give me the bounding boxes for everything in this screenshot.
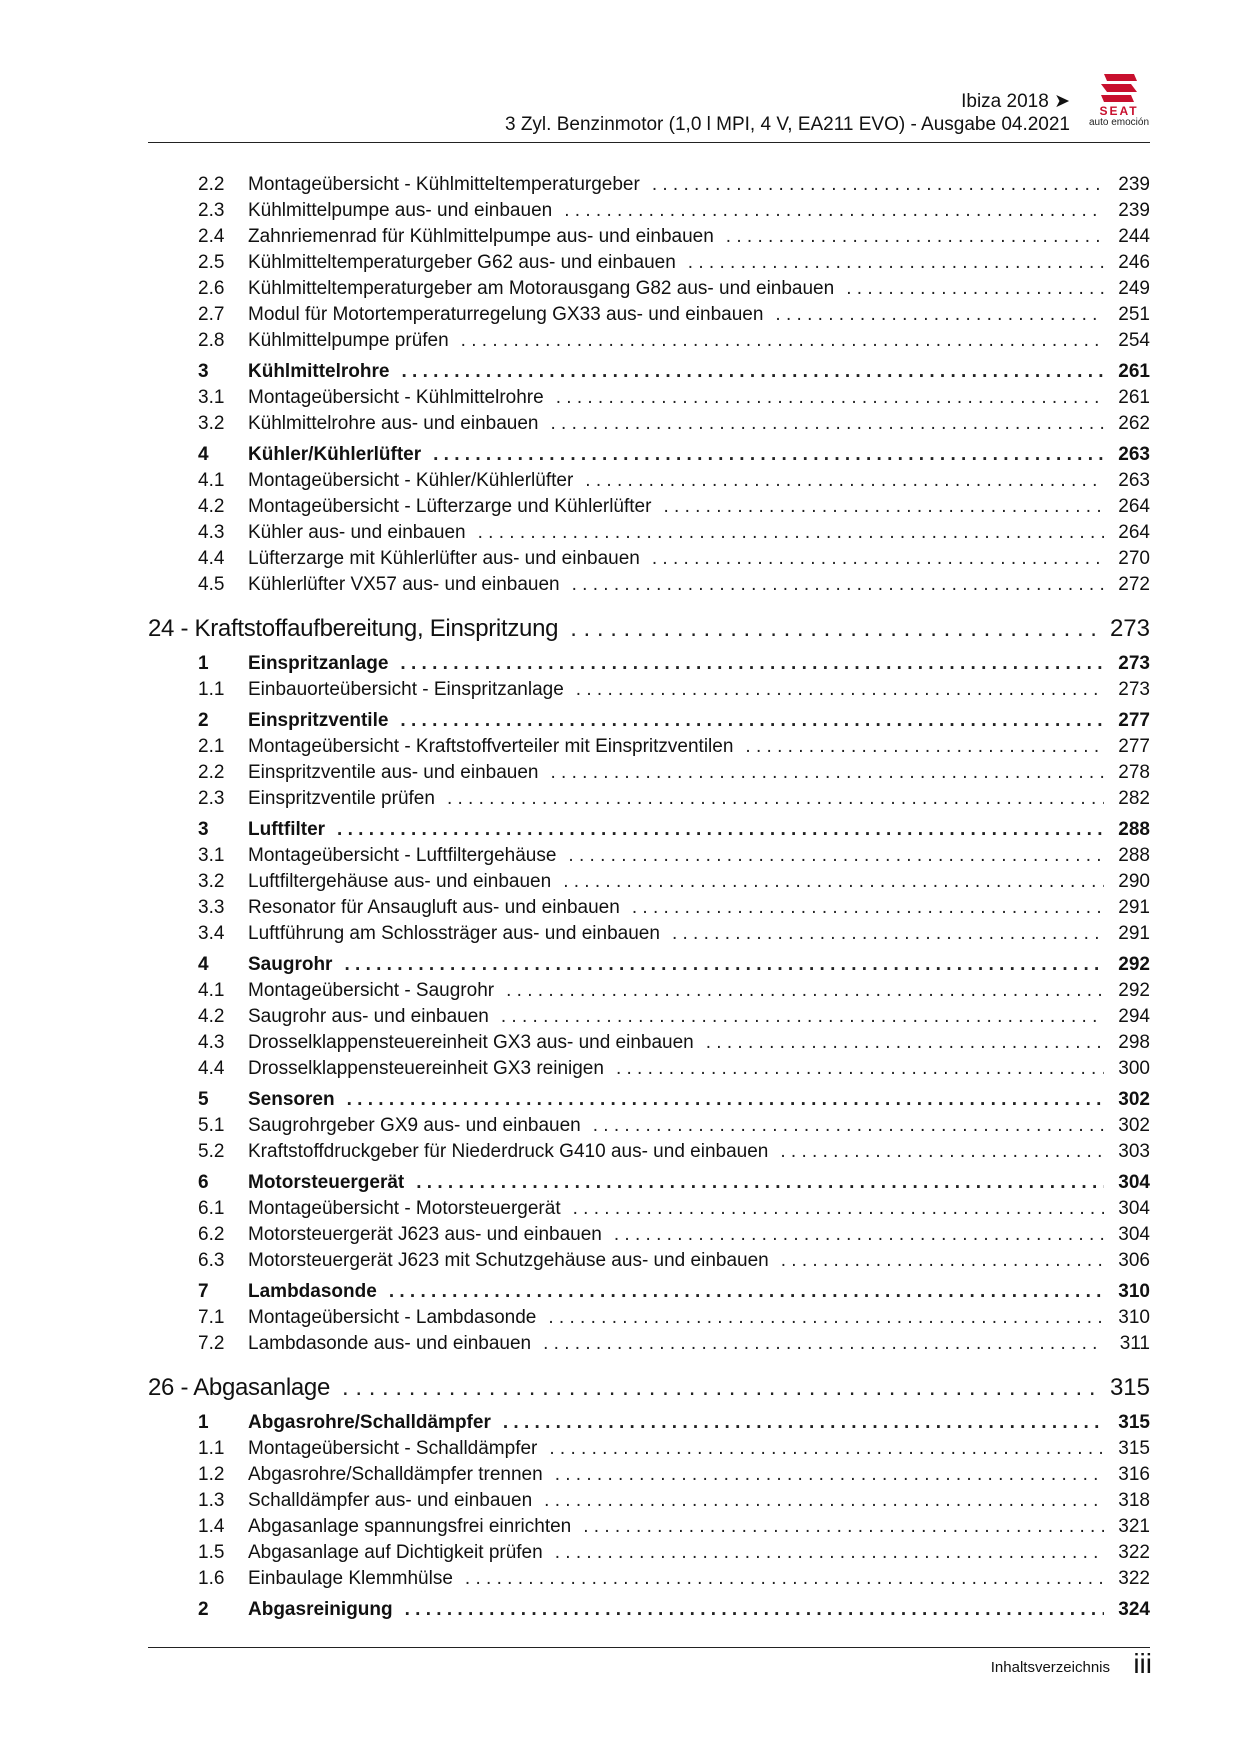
dot-leader xyxy=(573,1196,1104,1222)
toc-entry-page: 272 xyxy=(1118,574,1150,595)
toc-entry[interactable] xyxy=(148,786,1150,812)
toc-entry-page: 278 xyxy=(1118,762,1150,783)
header-engine: 3 Zyl. Benzinmotor (1,0 l MPI, 4 V, EA211 EVO) - Ausgabe 04.2021 xyxy=(504,114,1070,135)
toc-entry-title: Kühlmittelpumpe aus- und einbauen xyxy=(248,200,553,221)
toc-section[interactable] xyxy=(148,708,1150,734)
dot-leader xyxy=(688,250,1104,276)
toc-entry-title: Abgasrohre/Schalldämpfer xyxy=(248,1412,491,1433)
toc-section[interactable] xyxy=(148,1597,1150,1623)
toc-entry-title: Montageübersicht - Luftfiltergehäuse xyxy=(248,845,557,866)
toc-entry-title: Abgasanlage spannungsfrei einrichten xyxy=(248,1516,572,1537)
toc-entry[interactable] xyxy=(148,1540,1150,1566)
toc-entry-number: 3 xyxy=(198,819,209,840)
page-header xyxy=(505,90,1070,136)
toc-entry[interactable] xyxy=(148,1462,1150,1488)
toc-entry-page: 310 xyxy=(1118,1281,1150,1302)
toc-entry[interactable] xyxy=(148,1196,1150,1222)
toc-entry-page: 304 xyxy=(1118,1198,1150,1219)
dot-leader xyxy=(461,328,1104,354)
toc-entry-title: Montageübersicht - Kühlmitteltemperaturgeber xyxy=(248,174,640,195)
dot-leader xyxy=(781,1248,1104,1274)
toc-entry[interactable] xyxy=(148,1056,1150,1082)
toc-entry-page: 311 xyxy=(1119,1333,1150,1354)
dot-leader xyxy=(726,224,1104,250)
toc-entry-page: 282 xyxy=(1118,788,1150,809)
toc-entry-title: 26 - Abgasanlage xyxy=(148,1374,331,1401)
dot-leader xyxy=(544,1488,1104,1514)
toc-entry-page: 251 xyxy=(1118,304,1150,325)
toc-entry-page: 262 xyxy=(1118,413,1150,434)
toc-section[interactable] xyxy=(148,952,1150,978)
dot-leader xyxy=(663,494,1104,520)
toc-entry-title: Drosselklappensteuereinheit GX3 reinigen xyxy=(248,1058,604,1079)
dot-leader xyxy=(400,651,1104,677)
toc-entry-title: 24 - Kraftstoffaufbereitung, Einspritzung xyxy=(148,615,559,642)
toc-entry-page: 310 xyxy=(1118,1307,1150,1328)
toc-section[interactable] xyxy=(148,817,1150,843)
toc-entry[interactable] xyxy=(148,468,1150,494)
toc-entry-title: Montageübersicht - Kraftstoffverteiler mit Einspritzventilen xyxy=(248,736,734,757)
toc-entry-number: 2 xyxy=(198,1599,209,1620)
dot-leader xyxy=(632,895,1104,921)
footer-divider xyxy=(148,1647,1150,1648)
toc-entry[interactable] xyxy=(148,869,1150,895)
dot-leader xyxy=(564,198,1104,224)
toc-entry[interactable] xyxy=(148,895,1150,921)
toc-entry-number: 2.8 xyxy=(198,330,225,351)
dot-leader xyxy=(616,1056,1104,1082)
dot-leader xyxy=(400,708,1104,734)
toc-entry-title: Kraftstoffdruckgeber für Niederdruck G410 aus- und einbauen xyxy=(248,1141,769,1162)
toc-entry[interactable] xyxy=(148,385,1150,411)
toc-entry-title: Luftfilter xyxy=(248,819,326,840)
header-divider xyxy=(148,142,1150,143)
toc-entry-number: 6 xyxy=(198,1172,209,1193)
toc-entry-page: 302 xyxy=(1118,1115,1150,1136)
dot-leader xyxy=(672,921,1104,947)
toc-entry-number: 2.1 xyxy=(198,736,225,757)
toc-entry[interactable] xyxy=(148,734,1150,760)
toc-entry-title: Motorsteuergerät J623 mit Schutzgehäuse aus- und einbauen xyxy=(248,1250,769,1271)
toc-entry-title: Montageübersicht - Lambdasonde xyxy=(248,1307,537,1328)
toc-entry-page: 264 xyxy=(1118,522,1150,543)
toc-entry-number: 2 xyxy=(198,710,209,731)
toc-entry-page: 273 xyxy=(1109,615,1150,642)
toc-entry-page: 321 xyxy=(1118,1516,1150,1537)
toc-entry-number: 6.3 xyxy=(198,1250,225,1271)
toc-entry-page: 315 xyxy=(1118,1412,1150,1433)
toc-entry-page: 273 xyxy=(1118,653,1150,674)
toc-entry-number: 4.5 xyxy=(198,574,225,595)
toc-entry[interactable] xyxy=(148,1113,1150,1139)
toc-entry-title: Luftführung am Schlossträger aus- und einbauen xyxy=(248,923,660,944)
toc-entry[interactable] xyxy=(148,276,1150,302)
dot-leader xyxy=(465,1566,1104,1592)
toc-entry-page: 288 xyxy=(1118,819,1150,840)
toc-entry[interactable] xyxy=(148,1305,1150,1331)
dot-leader xyxy=(706,1030,1104,1056)
toc-entry-number: 2.2 xyxy=(198,174,225,195)
toc-entry-page: 316 xyxy=(1118,1464,1150,1485)
toc-entry-page: 270 xyxy=(1118,548,1150,569)
toc-section[interactable] xyxy=(148,442,1150,468)
dot-leader xyxy=(501,1004,1104,1030)
toc-entry-title: Saugrohrgeber GX9 aus- und einbauen xyxy=(248,1115,581,1136)
toc-entry-title: Resonator für Ansaugluft aus- und einbauen xyxy=(248,897,620,918)
toc-entry-page: 322 xyxy=(1118,1568,1150,1589)
toc-entry-number: 3.2 xyxy=(198,871,225,892)
toc-entry-number: 4.2 xyxy=(198,496,225,517)
toc-entry[interactable] xyxy=(148,224,1150,250)
toc-entry[interactable] xyxy=(148,1488,1150,1514)
toc-entry-title: Montageübersicht - Lüfterzarge und Kühlerlüfter xyxy=(248,496,652,517)
toc-entry-number: 1.3 xyxy=(198,1490,225,1511)
dot-leader xyxy=(570,612,1098,646)
toc-entry[interactable] xyxy=(148,302,1150,328)
toc-entry-page: 300 xyxy=(1118,1058,1150,1079)
toc-entry-title: Einbauorteübersicht - Einspritzanlage xyxy=(248,679,564,700)
dot-leader xyxy=(568,843,1104,869)
toc-entry-page: 298 xyxy=(1118,1032,1150,1053)
toc-entry-title: Abgasanlage auf Dichtigkeit prüfen xyxy=(248,1542,543,1563)
toc-entry-title: Motorsteuergerät J623 aus- und einbauen xyxy=(248,1224,602,1245)
toc-entry-number: 2.5 xyxy=(198,252,225,273)
toc-entry-number: 2.7 xyxy=(198,304,225,325)
toc-entry-page: 244 xyxy=(1118,226,1150,247)
toc-entry-number: 3.4 xyxy=(198,923,225,944)
toc-entry-title: Montageübersicht - Kühlmittelrohre xyxy=(248,387,544,408)
toc-entry[interactable] xyxy=(148,172,1150,198)
toc-entry-page: 263 xyxy=(1118,470,1150,491)
toc-entry[interactable] xyxy=(148,198,1150,224)
dot-leader xyxy=(543,1331,1104,1357)
toc-entry-page: 315 xyxy=(1118,1438,1150,1459)
footer-label: Inhaltsverzeichnis xyxy=(990,1659,1110,1676)
toc-entry-number: 4 xyxy=(198,954,209,975)
toc-chapter[interactable] xyxy=(148,1371,1150,1405)
logo-tagline: auto emoción xyxy=(1088,117,1150,128)
toc-entry-title: Abgasrohre/Schalldämpfer trennen xyxy=(248,1464,543,1485)
toc-entry-page: 291 xyxy=(1118,897,1150,918)
toc-entry[interactable] xyxy=(148,1566,1150,1592)
toc-entry-title: Abgasreinigung xyxy=(248,1599,393,1620)
toc-entry[interactable] xyxy=(148,411,1150,437)
toc-entry-page: 264 xyxy=(1118,496,1150,517)
toc-entry-number: 3.3 xyxy=(198,897,225,918)
toc-section[interactable] xyxy=(148,1279,1150,1305)
toc-entry-page: 261 xyxy=(1118,387,1150,408)
toc-entry-number: 7.1 xyxy=(198,1307,225,1328)
toc-section[interactable] xyxy=(148,651,1150,677)
toc-section[interactable] xyxy=(148,359,1150,385)
toc-entry[interactable] xyxy=(148,978,1150,1004)
toc-entry-title: Montageübersicht - Schalldämpfer xyxy=(248,1438,538,1459)
seat-logo xyxy=(1088,72,1150,132)
dot-leader xyxy=(344,952,1104,978)
toc-section[interactable] xyxy=(148,1087,1150,1113)
dot-leader xyxy=(585,468,1104,494)
dot-leader xyxy=(550,760,1104,786)
toc-entry-title: Lüfterzarge mit Kühlerlüfter aus- und einbauen xyxy=(248,548,640,569)
toc-entry-number: 1.1 xyxy=(198,679,225,700)
toc-entry[interactable] xyxy=(148,572,1150,598)
toc-entry[interactable] xyxy=(148,1436,1150,1462)
dot-leader xyxy=(478,520,1104,546)
dot-leader xyxy=(555,1462,1104,1488)
dot-leader xyxy=(405,1597,1104,1623)
toc-entry-title: Einspritzventile aus- und einbauen xyxy=(248,762,539,783)
toc-entry-page: 263 xyxy=(1118,444,1150,465)
dot-leader xyxy=(337,817,1104,843)
toc-entry-number: 4.3 xyxy=(198,1032,225,1053)
dot-leader xyxy=(563,869,1104,895)
toc-entry[interactable] xyxy=(148,328,1150,354)
toc-entry-title: Saugrohr xyxy=(248,954,333,975)
dot-leader xyxy=(401,359,1104,385)
dot-leader xyxy=(593,1113,1104,1139)
toc-entry-page: 277 xyxy=(1118,736,1150,757)
toc-entry[interactable] xyxy=(148,1248,1150,1274)
toc-entry-page: 324 xyxy=(1118,1599,1150,1620)
toc-entry-title: Kühlmittelrohre aus- und einbauen xyxy=(248,413,539,434)
toc-entry-title: Luftfiltergehäuse aus- und einbauen xyxy=(248,871,552,892)
toc-entry-number: 5.1 xyxy=(198,1115,225,1136)
toc-entry-page: 303 xyxy=(1118,1141,1150,1162)
toc-entry-page: 290 xyxy=(1118,871,1150,892)
toc-entry-title: Saugrohr aus- und einbauen xyxy=(248,1006,489,1027)
toc-entry-title: Einbaulage Klemmhülse xyxy=(248,1568,453,1589)
toc-entry-number: 2.4 xyxy=(198,226,225,247)
toc-entry-number: 4.1 xyxy=(198,470,225,491)
toc-entry-page: 239 xyxy=(1118,174,1150,195)
toc-chapter[interactable] xyxy=(148,612,1150,646)
toc-entry-title: Kühler aus- und einbauen xyxy=(248,522,466,543)
toc-entry-number: 1.6 xyxy=(198,1568,225,1589)
toc-entry-number: 1.1 xyxy=(198,1438,225,1459)
toc-entry-number: 6.1 xyxy=(198,1198,225,1219)
header-model: Ibiza 2018 ➤ xyxy=(961,91,1070,112)
toc-entry[interactable] xyxy=(148,677,1150,703)
toc-entry-number: 7 xyxy=(198,1281,209,1302)
toc-entry-title: Einspritzanlage xyxy=(248,653,389,674)
toc-entry-number: 1 xyxy=(198,1412,209,1433)
logo-brand: SEAT xyxy=(1099,104,1139,118)
toc-entry-number: 3.1 xyxy=(198,387,225,408)
toc-entry-number: 4.2 xyxy=(198,1006,225,1027)
toc-entry-number: 1.4 xyxy=(198,1516,225,1537)
dot-leader xyxy=(775,302,1104,328)
dot-leader xyxy=(555,1540,1104,1566)
toc-entry-title: Lambdasonde aus- und einbauen xyxy=(248,1333,532,1354)
toc-entry-title: Sensoren xyxy=(248,1089,335,1110)
dot-leader xyxy=(347,1087,1104,1113)
toc-entry[interactable] xyxy=(148,843,1150,869)
dot-leader xyxy=(503,1410,1104,1436)
toc-entry-page: 261 xyxy=(1118,361,1150,382)
toc-entry-number: 2.3 xyxy=(198,200,225,221)
dot-leader xyxy=(745,734,1104,760)
dot-leader xyxy=(389,1279,1104,1305)
toc-entry-title: Kühlerlüfter VX57 aus- und einbauen xyxy=(248,574,560,595)
toc-entry-number: 7.2 xyxy=(198,1333,225,1354)
dot-leader xyxy=(652,172,1104,198)
toc-entry-page: 254 xyxy=(1118,330,1150,351)
toc-entry-page: 304 xyxy=(1118,1224,1150,1245)
toc-entry-title: Kühler/Kühlerlüfter xyxy=(248,444,422,465)
toc-entry-title: Einspritzventile xyxy=(248,710,389,731)
toc-entry-number: 4.3 xyxy=(198,522,225,543)
toc-entry-number: 2.2 xyxy=(198,762,225,783)
toc-entry-page: 249 xyxy=(1118,278,1150,299)
toc-entry-number: 3 xyxy=(198,361,209,382)
table-of-contents xyxy=(148,172,1150,1623)
toc-entry-title: Montageübersicht - Kühler/Kühlerlüfter xyxy=(248,470,574,491)
toc-entry-number: 4.1 xyxy=(198,980,225,1001)
toc-entry[interactable] xyxy=(148,1222,1150,1248)
toc-entry-number: 1.2 xyxy=(198,1464,225,1485)
toc-entry-number: 5 xyxy=(198,1089,209,1110)
dot-leader xyxy=(614,1222,1104,1248)
toc-entry-number: 2.6 xyxy=(198,278,225,299)
toc-entry-page: 306 xyxy=(1118,1250,1150,1271)
toc-entry-title: Kühlmitteltemperaturgeber G62 aus- und einbauen xyxy=(248,252,676,273)
toc-entry-page: 302 xyxy=(1118,1089,1150,1110)
toc-entry[interactable] xyxy=(148,494,1150,520)
toc-entry-title: Kühlmitteltemperaturgeber am Motorausgang G82 aus- und einbauen xyxy=(248,278,835,299)
toc-entry-page: 277 xyxy=(1118,710,1150,731)
toc-section[interactable] xyxy=(148,1170,1150,1196)
toc-entry[interactable] xyxy=(148,1331,1150,1357)
toc-entry[interactable] xyxy=(148,250,1150,276)
toc-entry-page: 315 xyxy=(1109,1374,1150,1401)
dot-leader xyxy=(433,442,1104,468)
dot-leader xyxy=(556,385,1104,411)
toc-entry-title: Modul für Motortemperaturregelung GX33 aus- und einbauen xyxy=(248,304,764,325)
toc-entry-page: 304 xyxy=(1118,1172,1150,1193)
toc-entry-page: 294 xyxy=(1118,1006,1150,1027)
toc-entry-title: Lambdasonde xyxy=(248,1281,377,1302)
toc-entry-title: Montageübersicht - Motorsteuergerät xyxy=(248,1198,561,1219)
toc-entry-number: 5.2 xyxy=(198,1141,225,1162)
dot-leader xyxy=(416,1170,1104,1196)
toc-entry-page: 288 xyxy=(1118,845,1150,866)
toc-entry-title: Schalldämpfer aus- und einbauen xyxy=(248,1490,533,1511)
toc-entry-number: 6.2 xyxy=(198,1224,225,1245)
toc-entry-title: Zahnriemenrad für Kühlmittelpumpe aus- und einbauen xyxy=(248,226,714,247)
dot-leader xyxy=(780,1139,1104,1165)
toc-entry-title: Motorsteuergerät xyxy=(248,1172,405,1193)
toc-entry-title: Montageübersicht - Saugrohr xyxy=(248,980,495,1001)
dot-leader xyxy=(342,1371,1098,1405)
toc-entry-page: 318 xyxy=(1118,1490,1150,1511)
dot-leader xyxy=(506,978,1104,1004)
toc-entry[interactable] xyxy=(148,1004,1150,1030)
toc-section[interactable] xyxy=(148,1410,1150,1436)
toc-entry-title: Einspritzventile prüfen xyxy=(248,788,435,809)
dot-leader xyxy=(549,1436,1104,1462)
dot-leader xyxy=(447,786,1104,812)
toc-entry-page: 273 xyxy=(1118,679,1150,700)
toc-entry-title: Kühlmittelrohre xyxy=(248,361,390,382)
dot-leader xyxy=(583,1514,1104,1540)
toc-entry-title: Drosselklappensteuereinheit GX3 aus- und einbauen xyxy=(248,1032,694,1053)
toc-entry[interactable] xyxy=(148,921,1150,947)
dot-leader xyxy=(572,572,1104,598)
toc-entry-page: 246 xyxy=(1118,252,1150,273)
toc-entry-page: 292 xyxy=(1118,980,1150,1001)
dot-leader xyxy=(550,411,1104,437)
toc-entry[interactable] xyxy=(148,1030,1150,1056)
toc-entry-page: 291 xyxy=(1118,923,1150,944)
dot-leader xyxy=(652,546,1104,572)
toc-entry-number: 4.4 xyxy=(198,1058,225,1079)
toc-entry-number: 3.1 xyxy=(198,845,225,866)
toc-entry-number: 2.3 xyxy=(198,788,225,809)
footer-page-number: iii xyxy=(1133,1648,1152,1679)
toc-entry-number: 1 xyxy=(198,653,209,674)
toc-entry-page: 292 xyxy=(1118,954,1150,975)
toc-entry[interactable] xyxy=(148,546,1150,572)
dot-leader xyxy=(548,1305,1104,1331)
toc-entry[interactable] xyxy=(148,760,1150,786)
toc-entry-number: 3.2 xyxy=(198,413,225,434)
toc-entry-number: 4.4 xyxy=(198,548,225,569)
toc-entry-number: 4 xyxy=(198,444,209,465)
toc-entry[interactable] xyxy=(148,520,1150,546)
toc-entry-title: Kühlmittelpumpe prüfen xyxy=(248,330,449,351)
toc-entry-page: 239 xyxy=(1118,200,1150,221)
dot-leader xyxy=(846,276,1104,302)
toc-entry-number: 1.5 xyxy=(198,1542,225,1563)
toc-entry[interactable] xyxy=(148,1514,1150,1540)
seat-emblem-icon xyxy=(1100,72,1138,104)
toc-entry-page: 322 xyxy=(1118,1542,1150,1563)
toc-entry[interactable] xyxy=(148,1139,1150,1165)
dot-leader xyxy=(576,677,1104,703)
